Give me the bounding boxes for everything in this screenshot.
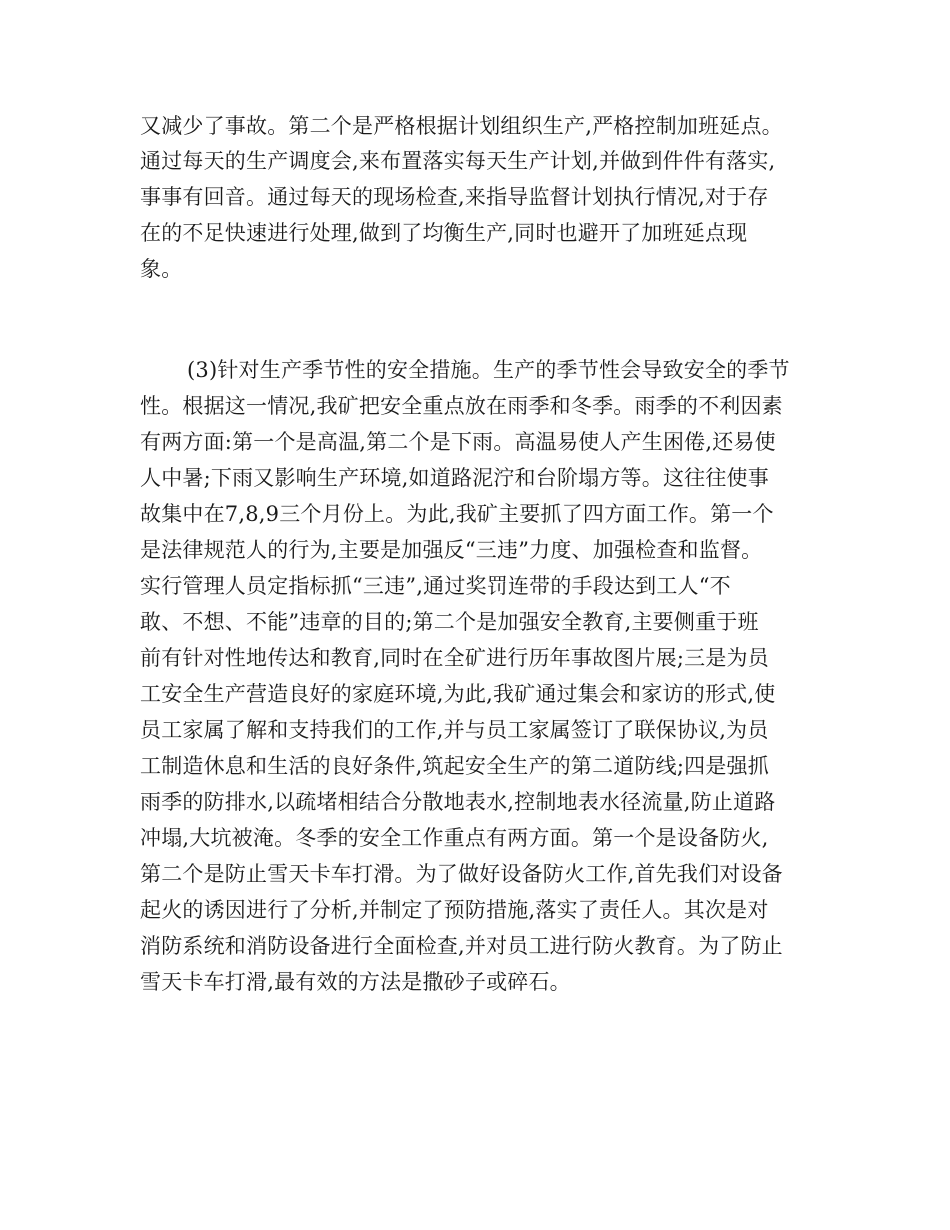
paragraph2-line-12: 工制造休息和生活的良好条件,筑起安全生产的第二道防线;四是强抓 [140,754,769,778]
paragraph2-line-5: 故集中在7,8,9三个月份上。为此,我矿主要抓了四方面工作。第一个 [140,502,774,526]
paragraph2-line-8: 敢、不想、不能”违章的目的;第二个是加强安全教育,主要侧重于班 [140,610,759,634]
paragraph1-line-5: 象。 [140,257,183,281]
paragraph2-line-9: 前有针对性地传达和教育,同时在全矿进行历年事故图片展;三是为员 [140,646,769,670]
paragraph2-line-17: 消防系统和消防设备进行全面检查,并对员工进行防火教育。为了防止 [140,934,783,958]
paragraph2-line-13: 雨季的防排水,以疏堵相结合分散地表水,控制地表水径流量,防止道路 [140,790,776,814]
paragraph2-line-10: 工安全生产营造良好的家庭环境,为此,我矿通过集会和家访的形式,使 [140,682,776,706]
paragraph2-line-14: 冲塌,大坑被淹。冬季的安全工作重点有两方面。第一个是设备防火, [140,826,769,850]
paragraph2-line-15: 第二个是防止雪天卡车打滑。为了做好设备防火工作,首先我们对设备 [140,862,783,886]
paragraph1-line-2: 通过每天的生产调度会,来布置落实每天生产计划,并做到件件有落实, [140,149,776,173]
paragraph2-line-11: 员工家属了解和支持我们的工作,并与员工家属签订了联保协议,为员 [140,718,769,742]
paragraph2-line-18: 雪天卡车打滑,最有效的方法是撒砂子或碎石。 [140,970,571,994]
paragraph2-line-6: 是法律规范人的行为,主要是加强反“三违”力度、加强检查和监督。 [140,538,763,562]
paragraph1-line-4: 在的不足快速进行处理,做到了均衡生产,同时也避开了加班延点现 [140,221,748,245]
paragraph2-line-2: 性。根据这一情况,我矿把安全重点放在雨季和冬季。雨季的不利因素 [140,394,783,418]
paragraph2-line-4: 人中暑;下雨又影响生产环境,如道路泥泞和台阶塌方等。这往往使事 [140,466,769,490]
paragraph2-line-16: 起火的诱因进行了分析,并制定了预防措施,落实了责任人。其次是对 [140,898,769,922]
paragraph2-line-3: 有两方面:第一个是高温,第二个是下雨。高温易使人产生困倦,还易使 [140,430,776,454]
paragraph1-line-3: 事事有回音。通过每天的现场检查,来指导监督计划执行情况,对于存 [140,185,769,209]
paragraph1-line-1: 又减少了事故。第二个是严格根据计划组织生产,严格控制加班延点。 [140,114,783,138]
paragraph2-line-1: (3)针对生产季节性的安全措施。生产的季节性会导致安全的季节 [187,358,790,382]
paragraph2-line-7: 实行管理人员定指标抓“三违”,通过奖罚连带的手段达到工人“不 [140,574,731,598]
